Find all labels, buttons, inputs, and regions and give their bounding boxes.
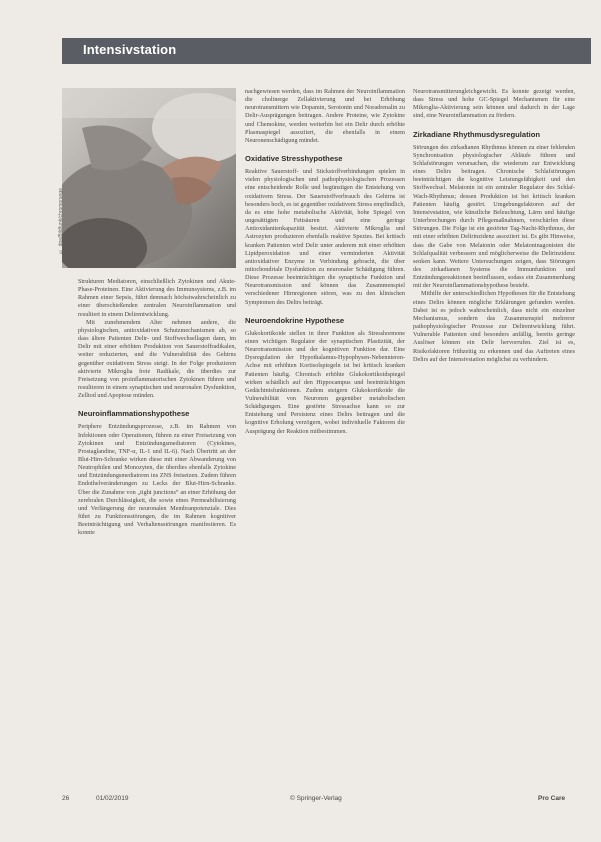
section-heading: Oxidative Stresshypothese bbox=[245, 154, 343, 164]
publisher: © Springer-Verlag bbox=[290, 795, 342, 802]
paragraph: Störungen des zirkadianen Rhythmus können zu einer fehlenden Synchronisation physiologischer Abläufe führen und Schlafstörungen verursachen, die wiederum zur Entwicklung eines Delirs beitragen. Chronische Schlafstörungen beeinträchtigen die kognitive Leistungsfähigkeit und den Stoffwechsel. Melatonin ist ein zentraler Regulator des Schlaf-Wach-Rhythmus; dessen Produktion ist bei kritisch kranken Patienten häufig gestört. Umgebungsfaktoren auf der Intensivstation, wie künstliche Beleuchtung, Lärm und häufige Unterbrechungen durch Pflegemaßnahmen, verschärfen diese Störungen. Die Folge ist ein gestörter Tag-Nacht-Rhythmus, der mit einer erhöhten Delirinzidenz assoziiert ist. Es gibt Hinweise, dass die Gabe von Melatonin oder Melatoninagonisten die Schlafqualität verbessern und möglicherweise die Delirinzidenz senken kann. Weitere Untersuchungen zeigen, dass Störungen des zirkadianen Systems die Immunfunktion und Entzündungsreaktionen beeinflussen, sodass ein Zusammenhang mit der Neuroinflammationshypothese besteht. bbox=[413, 143, 575, 290]
section-heading: Neuroinflammationshypothese bbox=[78, 409, 190, 419]
article-photo bbox=[62, 88, 236, 268]
section-heading: Zirkadiane Rhythmusdysregulation bbox=[413, 129, 541, 139]
photo-credit: © dpa/Bildfunk/chromorange bbox=[58, 188, 64, 254]
paragraph: Neurotransmitterungleichgewicht. Es konnte gezeigt werden, dass Stress und hohe GC-Spiegel Mechanismen für eine Mikroglia-Aktivierung sein können und dadurch in der Lage sind, eine Neuroinflammation zu fördern. bbox=[413, 88, 575, 120]
section-title: Intensivstation bbox=[83, 42, 177, 57]
paragraph: Reaktive Sauerstoff- und Stickstoffverbindungen spielen in vielen physiologischen und pathophysiologischen Prozessen eine entscheidende Rolle und begünstigen die Entstehung von oxidativem Stress. Der Sauerstoffverbrauch des Gehirns ist besonders hoch, es ist gegenüber oxidativem Stress empfindlich, da es eine hohe metabolische Aktivität, hohe Spiegel von ungesättigten Fettsäuren und eine geringe Antioxidantienkapazität besitzt. Aktivierte Mikroglia und Astrozyten produzieren ebenfalls reaktive Spezies. Bei kritisch kranken Patienten wird Delir unter anderem mit einer erhöhten Lipidperoxidation und einer verminderten Aktivität antioxidativer Enzyme in Verbindung gebracht, die über mitochondriale Dysfunktion zu neuronaler Schädigung führen. Diese Prozesse beeinträchtigen die synaptische Funktion und Neurotransmission und können das Zusammenspiel verschiedener Hirnregionen stören, was zu den klinischen Symptomen des Delirs beiträgt. bbox=[245, 168, 405, 306]
page-number: 26 bbox=[62, 795, 70, 802]
paragraph: Mit zunehmendem Alter nehmen andere, die physiologischen, antioxidativen Schutzmechanismen ab, so dass ältere Patienten Delir- und Stoffwechsellagen dann, im Delir mit einer erhöhten Produktion von Sauerstoffradikalen, weiter reduzierten, und die Vulnerabilität des Gehirns gegenüber oxidativem Stress steigt. In der Folge produzieren aktivierte Mikroglia freie Radikale, die überdies zur Freisetzung von proinflammatorischen Zytokinen führen und resultieren in einem synaptischen und neuronalen Dysfunktion, Zelltod und Apoptose münden. bbox=[78, 318, 236, 400]
paragraph: Periphere Entzündungsprozesse, z.B. im Rahmen von Infektionen oder Operationen, führen zu einer Freisetzung von Zytokinen und Entzündungsmediatoren (Cytokines, Prostaglandine, TNF-α, IL-1 und IL-6). Nach Übertritt an der Blut-Hirn-Schranke wirken diese mit einer Abwanderung von Neutrophilen und Monozyten, die überdies ebenfalls Zytokine und Entzündungsmediatoren ins ZNS freisetzen. Zudem führen Endothelveränderungen zu Lecks der Blut-Hirn-Schranke. Über die Zunahme von „tight junctions“ an einer Erhöhung der zerebralen Durchlässigkeit, die sowie eines Permeabilisierung und Verlängerung der neuronalen Membranpotenziale. Dies führt zu Funktionsstörungen, die im Rahmen kognitiver Beeinträchtigung und Verhaltensstörungen manifestieren. Es konnte bbox=[78, 423, 236, 537]
column-1 bbox=[78, 278, 236, 538]
paragraph: nachgewiesen werden, dass im Rahmen der Neuroinflammation die cholinerge Zellaktivierung und bei Erhöhung neurotransmittern wie Dopamin, Serotonin und Noradrenalin zu Delir-Ausprägungen beitragen. Andere Proteine, wie Zytokine und Chemokine, werden weiterhin bei ein Delir durch erhöhte Plasmaspiegel assoziiert, die ebenfalls in einem Neuronenschädigung mündet. bbox=[245, 88, 405, 144]
paragraph: Mithilfe der unterschiedlichen Hypothesen für die Entstehung eines Delirs können mögliche Erklärungen gefunden werden. Dabei ist es jedoch wahrscheinlich, dass nicht ein einzelner Mechanismus, sondern das Zusammenspiel mehrerer pathophysiologischer Prozesse zur Delirentwicklung führt. Vulnerable Patienten sind besonders anfällig, bereits geringe Auslöser können ein Delir hervorrufen. Ziel ist es, Risikofaktoren frühzeitig zu erkennen und das Auftreten eines Delirs auf der Intensivstation möglichst zu verhindern. bbox=[413, 290, 575, 363]
paragraph: Strukturen Mediatoren, einschließlich Zytokinen und Akute-Phase-Proteinen. Eine Aktivierung des Immunsystems, z.B. im Rahmen einer Sepsis, führt demnach höchstwahrscheinlich zu einer überschießenden zentralen Neuroinflammation und resultiert in einem Delirentwicklung. bbox=[78, 278, 236, 318]
section-heading: Neuroendokrine Hypothese bbox=[245, 315, 345, 325]
issue-date: 01/02/2019 bbox=[96, 795, 129, 802]
journal-name: Pro Care bbox=[538, 795, 566, 802]
column-3 bbox=[413, 88, 575, 364]
column-2 bbox=[245, 88, 405, 436]
photo-image bbox=[62, 88, 236, 268]
paragraph: Glukokortikoide stellen in ihrer Funktion als Stresshormone einen wichtigen Regulator der synaptischen Plastizität, der Neurotransmission und der kognitiven Funktion dar. Eine Dysregulation der Hypothalamus-Hypophysen-Nebennieren-Achse mit erhöhten Kortisolspiegeln ist bei kritisch kranken Patienten häufig. Chronisch erhöhte Glukokortikoidspiegel wirken schädlich auf den Hippocampus und beeinträchtigen Gedächtnisfunktionen. Zudem steigern Glukokortikoide die Vulnerabilität von Neuronen gegenüber metabolischen Schädigungen. Eine gestörte Stressachse kann so zur Entstehung und Persistenz eines Delirs beitragen und die kognitive Erholung verzögern, wobei individuelle Faktoren die Ausprägung der Reaktion mitbestimmen. bbox=[245, 329, 405, 435]
